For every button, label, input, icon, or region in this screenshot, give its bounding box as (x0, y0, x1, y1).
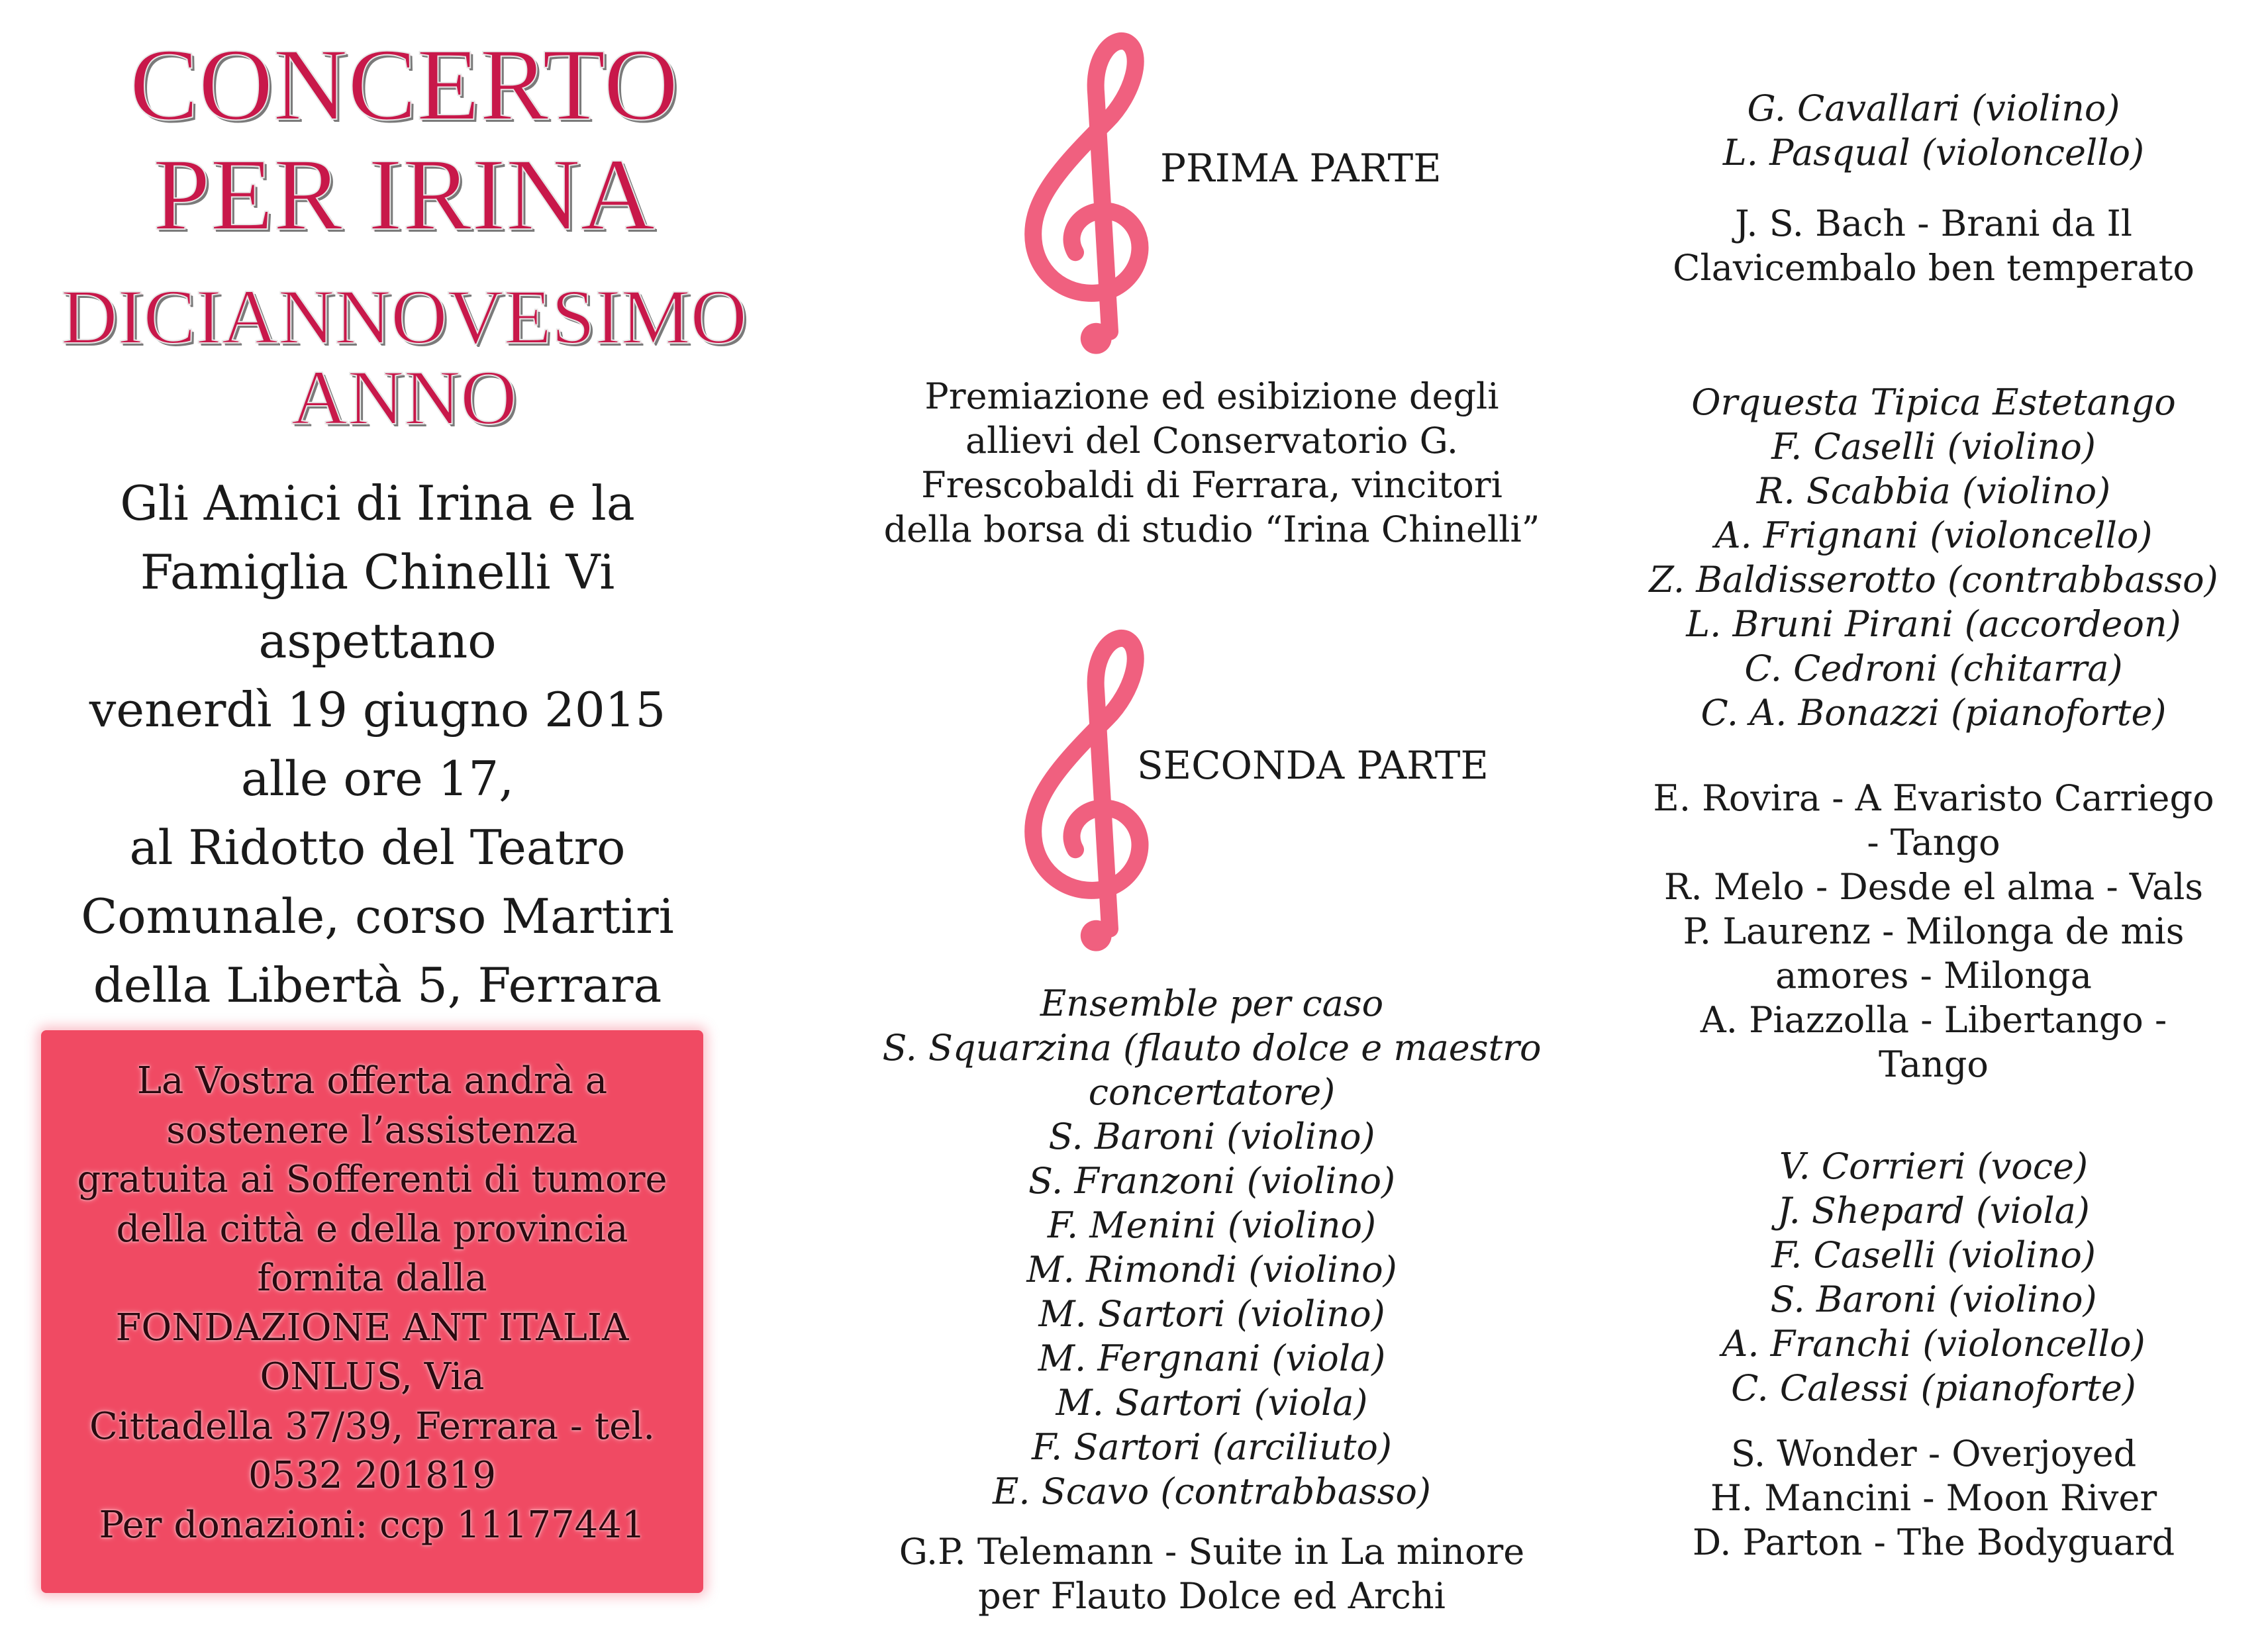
performer: C. Cedroni (chitarra) (1744, 648, 2123, 689)
performer: Z. Baldisserotto (contrabbasso) (1649, 559, 2218, 601)
title-line-1: CONCERTO (129, 27, 679, 142)
piece-line: G.P. Telemann - Suite in La minore (899, 1531, 1525, 1572)
donation-line: gratuita ai Sofferenti di tumore (77, 1158, 667, 1201)
performer: S. Franzoni (violino) (1028, 1160, 1396, 1202)
performer: R. Scabbia (violino) (1756, 470, 2111, 512)
piece-line: D. Parton - The Bodyguard (1692, 1521, 2175, 1563)
piece-line: - Tango (1867, 822, 2000, 863)
performer: L. Bruni Pirani (accordeon) (1686, 603, 2181, 645)
final-pieces (1602, 1431, 2265, 1565)
piece-line: H. Mancini - Moon River (1710, 1477, 2157, 1519)
seconda-parte-heading: SECONDA PARTE (1137, 743, 1489, 788)
donation-text (41, 1057, 703, 1550)
description-line: della borsa di studio “Irina Chinelli” (883, 508, 1540, 550)
performer: C. Calessi (pianoforte) (1731, 1367, 2136, 1409)
performer: E. Scavo (contrabbasso) (992, 1471, 1431, 1512)
performer: F. Caselli (violino) (1771, 1234, 2096, 1276)
final-group (1602, 1144, 2265, 1410)
description-line: Premiazione ed esibizione degli (924, 375, 1499, 417)
ensemble-name: Orquesta Tipica Estetango (1691, 381, 2176, 423)
ensemble-list (881, 981, 1543, 1514)
treble-clef-icon (1007, 622, 1179, 967)
description-line: Frescobaldi di Ferrara, vincitori (921, 464, 1503, 506)
performer: S. Baroni (violino) (1770, 1279, 2097, 1320)
piece-line: A. Piazzolla - Libertango - (1700, 999, 2167, 1041)
performer: S. Squarzina (flauto dolce e maestro (882, 1027, 1542, 1069)
performer: M. Sartori (violino) (1038, 1293, 1385, 1335)
piece-line: J. S. Bach - Brani da Il (1734, 203, 2133, 244)
piece-line: P. Laurenz - Milonga de mis (1683, 910, 2185, 952)
invitation-time: alle ore 17, (240, 751, 515, 806)
performer: S. Baroni (violino) (1048, 1116, 1375, 1157)
invitation-line: aspettano (258, 613, 497, 669)
piece-line: per Flauto Dolce ed Archi (978, 1575, 1446, 1617)
performer: C. A. Bonazzi (pianoforte) (1701, 692, 2167, 734)
invitation-line: Gli Amici di Irina e la (120, 475, 635, 531)
piece-line: S. Wonder - Overjoyed (1730, 1433, 2137, 1474)
invitation-text (20, 469, 735, 1020)
donation-line: 0532 201819 (248, 1454, 497, 1497)
subtitle-line-2: ANNO (291, 354, 517, 441)
treble-clef-icon (1007, 25, 1179, 369)
performer: A. Franchi (violoncello) (1722, 1323, 2145, 1365)
description-line: allievi del Conservatorio G. (965, 420, 1458, 461)
donation-line: La Vostra offerta andrà a (136, 1059, 608, 1102)
ensemble-name: Ensemble per caso (1040, 983, 1384, 1024)
performer: M. Sartori (viola) (1056, 1382, 1368, 1424)
duo-performers (1602, 86, 2265, 175)
donation-line: sostenere l’assistenza (166, 1108, 578, 1152)
piece-line: E. Rovira - A Evaristo Carriego (1653, 777, 2214, 819)
telemann-piece (881, 1529, 1543, 1618)
performer: A. Frignani (violoncello) (1714, 514, 2153, 556)
performer: J. Shepard (viola) (1777, 1190, 2090, 1232)
performer: M. Rimondi (violino) (1026, 1249, 1397, 1290)
orquesta-list (1602, 380, 2265, 735)
donation-line: ONLUS, Via (260, 1355, 485, 1398)
piece-line: Tango (1879, 1043, 1989, 1085)
piece-line: Clavicembalo ben temperato (1673, 247, 2194, 289)
title-line-2: PER IRINA (152, 137, 656, 252)
performer: G. Cavallari (violino) (1747, 87, 2120, 129)
prima-parte-description (881, 374, 1543, 552)
donation-line: Per donazioni: ccp 11177441 (99, 1503, 646, 1547)
invitation-line: al Ridotto del Teatro (129, 820, 626, 875)
piece-line: amores - Milonga (1775, 955, 2092, 996)
performer: M. Fergnani (viola) (1038, 1337, 1386, 1379)
donation-line: fornita dalla (257, 1257, 487, 1300)
invitation-line: della Libertà 5, Ferrara (93, 957, 662, 1013)
performer: F. Menini (violino) (1047, 1204, 1377, 1246)
invitation-date: venerdì 19 giugno 2015 (89, 682, 666, 738)
donation-line: della città e della provincia (116, 1207, 628, 1251)
invitation-line: Famiglia Chinelli Vi (140, 544, 615, 600)
performer: F. Sartori (arciliuto) (1031, 1426, 1393, 1468)
subtitle-line-1: DICIANNOVESIMO (61, 273, 747, 360)
title-block (26, 27, 781, 441)
invitation-line: Comunale, corso Martiri (81, 889, 674, 944)
performer: concertatore) (1088, 1071, 1336, 1113)
performer: F. Caselli (violino) (1771, 426, 2096, 467)
performer: L. Pasqual (violoncello) (1722, 132, 2145, 173)
donation-line: FONDAZIONE ANT ITALIA (115, 1306, 629, 1349)
tango-pieces (1602, 776, 2265, 1087)
piece-line: R. Melo - Desde el alma - Vals (1663, 866, 2204, 908)
performer: V. Corrieri (voce) (1779, 1145, 2089, 1187)
bach-piece (1602, 201, 2265, 290)
prima-parte-heading: PRIMA PARTE (1160, 146, 1442, 191)
donation-line: Cittadella 37/39, Ferrara - tel. (89, 1404, 656, 1448)
